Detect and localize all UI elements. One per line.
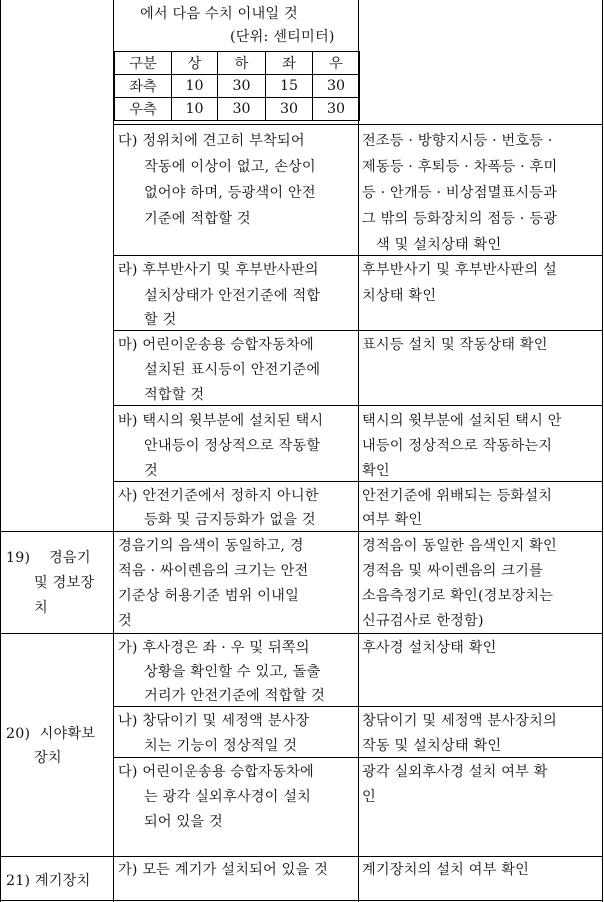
- table-header-cell: 구분: [115, 52, 172, 75]
- unit-label: (단위: 센티미터): [230, 29, 335, 45]
- table-header-row: [115, 52, 360, 75]
- grid-line: [113, 481, 603, 482]
- table-cell: 좌측: [115, 75, 172, 98]
- check-line: 후사경 설치상태 확인: [362, 640, 497, 656]
- std-line: 사) 안전기준에서 정하지 아니한: [118, 488, 319, 504]
- check-line: 후부반사기 및 후부반사판의 설: [362, 262, 557, 278]
- item-line: 장치: [34, 750, 62, 766]
- check-line: 광각 실외후사경 설치 여부 확: [362, 764, 548, 780]
- std-line: 되어 있을 것: [144, 814, 223, 830]
- check-line: 그 밖의 등화장치의 점등 · 등광: [362, 211, 558, 227]
- std-line: 다) 정위치에 견고히 부착되어: [118, 133, 305, 149]
- check-line: 여부 확인: [362, 512, 423, 528]
- std-line: 경음기의 음색이 동일하고, 경: [118, 538, 304, 554]
- item-line: 및 경보장: [34, 575, 95, 591]
- std-line: 할 것: [144, 312, 177, 328]
- item-line: 19) 경음기: [6, 550, 91, 566]
- item-line: 치: [34, 600, 48, 616]
- std-line: 없어야 하며, 등광색이 안전: [144, 185, 316, 201]
- check-line: 등 · 안개등 · 비상점멸표시등과: [362, 185, 558, 201]
- cont-text: 에서 다음 수치 이내일 것: [140, 6, 298, 22]
- grid-line: [358, 0, 359, 902]
- std-line: 기준에 적합할 것: [144, 211, 251, 227]
- std-line: 적합할 것: [144, 387, 205, 403]
- table-cell: 30: [266, 98, 313, 121]
- item-line: 20) 시야확보: [6, 726, 96, 742]
- std-line: 거리가 안전기준에 적합할 것: [144, 688, 325, 704]
- check-line: 색 및 설치상태 확인: [376, 237, 502, 253]
- std-line: 다) 어린이운송용 승합자동차에: [118, 764, 314, 780]
- table-cell: 30: [218, 75, 266, 98]
- std-line: 기준상 허용기준 범위 이내일: [118, 588, 299, 604]
- table-cell: 15: [266, 75, 313, 98]
- table-row: [115, 98, 360, 121]
- std-line: 적음 · 싸이렌음의 크기는 안전: [118, 563, 309, 579]
- std-line: 설치상태가 안전기준에 적합: [144, 288, 321, 304]
- check-line: 경적음 및 싸이렌음의 크기를: [362, 563, 543, 579]
- table-row: [115, 75, 360, 98]
- grid-line: [113, 0, 114, 902]
- offset-table: [114, 51, 360, 121]
- check-line: 확인: [362, 463, 390, 479]
- check-line: 택시의 윗부분에 설치된 택시 안: [362, 413, 562, 429]
- table-cell: 30: [313, 75, 360, 98]
- grid-line: [602, 0, 603, 902]
- check-line: 치상태 확인: [362, 288, 437, 304]
- table-cell: 30: [218, 98, 266, 121]
- std-line: 안내등이 정상적으로 작동할: [144, 438, 321, 454]
- std-line: 바) 택시의 윗부분에 설치된 택시: [118, 413, 324, 429]
- std-line: 것: [144, 463, 158, 479]
- std-line: 치는 기능이 정상적일 것: [144, 738, 298, 754]
- check-line: 신규검사로 한정함): [362, 613, 484, 629]
- check-line: 내등이 정상적으로 작동하는지: [362, 438, 553, 454]
- std-line: 작동에 이상이 없고, 손상이: [144, 159, 316, 175]
- std-line: 나) 창닦이기 및 세정액 분사장: [118, 713, 310, 729]
- std-line: 라) 후부반사기 및 후부반사판의: [118, 262, 319, 278]
- grid-line: [0, 856, 603, 857]
- check-line: 작동 및 설치상태 확인: [362, 738, 502, 754]
- std-line: 설치된 표시등이 안전기준에: [144, 362, 321, 378]
- check-line: 안전기준에 위배되는 등화설치: [362, 488, 553, 504]
- table-cell: 우측: [115, 98, 172, 121]
- check-line: 인: [362, 789, 376, 805]
- check-line: 소음측정기로 확인(경보장치는: [362, 588, 554, 604]
- std-line: 것: [118, 613, 132, 629]
- std-line: 가) 후사경은 좌 · 우 및 뒤쪽의: [118, 640, 310, 656]
- check-line: 전조등 · 방향지시등 · 번호등 ·: [362, 133, 553, 149]
- grid-line: [0, 633, 603, 634]
- grid-line: [0, 0, 1, 902]
- check-line: 경적음이 동일한 음색인지 확인: [362, 538, 557, 554]
- std-gauge: 가) 모든 계기가 설치되어 있을 것: [118, 862, 329, 878]
- table-cell: 30: [313, 98, 360, 121]
- table-header-cell: 우: [313, 52, 360, 75]
- table-cell: 10: [172, 75, 218, 98]
- grid-line: [113, 255, 603, 256]
- std-line: 등화 및 금지등화가 없을 것: [144, 512, 316, 528]
- std-line: 마) 어린이운송용 승합자동차에: [118, 337, 314, 353]
- table-header-cell: 하: [218, 52, 266, 75]
- item-gauge: 21) 계기장치: [6, 873, 91, 889]
- grid-line: [113, 330, 603, 331]
- check-line: 제동등 · 후퇴등 · 차폭등 · 후미: [362, 159, 558, 175]
- table-header-cell: 좌: [266, 52, 313, 75]
- grid-line: [113, 124, 603, 125]
- grid-line: [0, 900, 603, 901]
- check-line: 창닦이기 및 세정액 분사장치의: [362, 713, 557, 729]
- table-header-cell: 상: [172, 52, 218, 75]
- check-gauge: 계기장치의 설치 여부 확인: [362, 862, 530, 878]
- std-line: 상황을 확인할 수 있고, 돌출: [144, 664, 321, 680]
- std-line: 는 광각 실외후사경이 설치: [144, 789, 312, 805]
- check-line: 표시등 설치 및 작동상태 확인: [362, 337, 548, 353]
- table-cell: 10: [172, 98, 218, 121]
